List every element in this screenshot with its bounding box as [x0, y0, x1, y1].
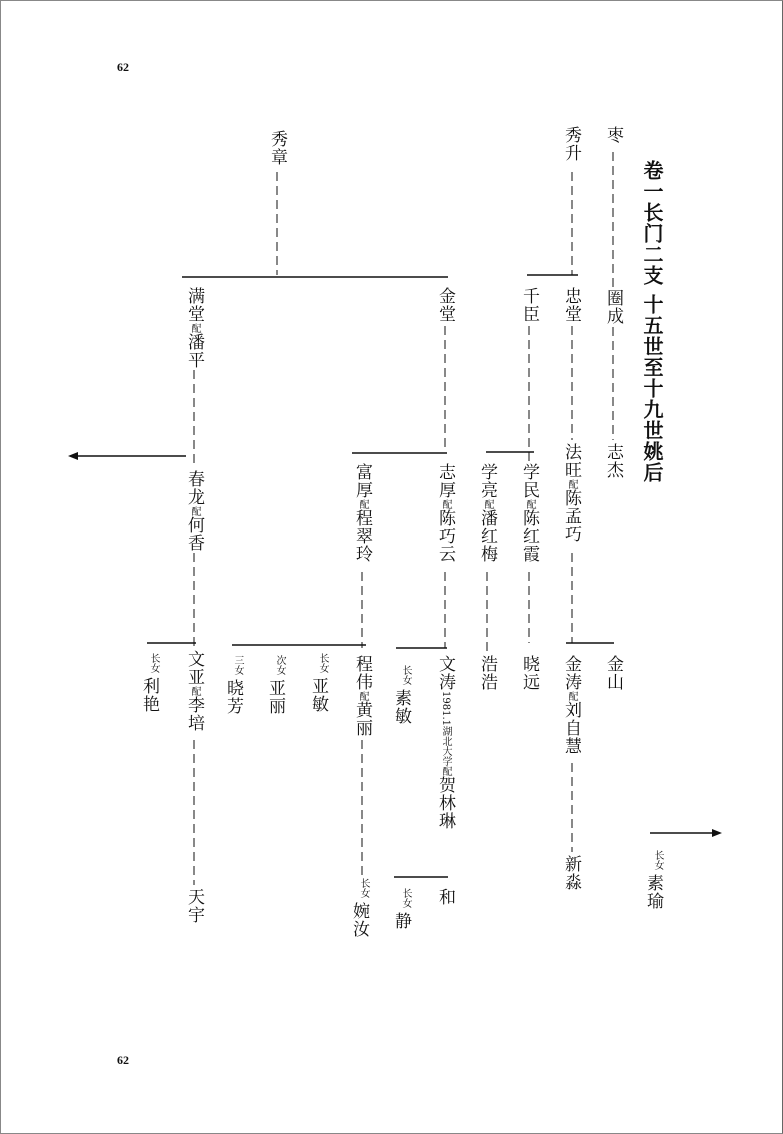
tag-xiaofang: 三女	[232, 655, 243, 675]
page-title: 卷一长门二支 十五世至十九世姚后	[640, 160, 664, 483]
name-jing: 静	[391, 912, 411, 930]
name-zhihou: 志厚配陈巧云	[435, 463, 455, 563]
tag-yali: 次女	[274, 655, 285, 675]
name-xuemin: 学民配陈红霞	[519, 463, 539, 563]
name-yali: 亚丽	[265, 679, 285, 715]
name-xueliang: 学亮配潘红梅	[477, 463, 497, 563]
name-fuhou: 富厚配程翠玲	[352, 463, 372, 563]
name-tianyu: 天宇	[184, 888, 204, 924]
name-qianchen: 千臣	[519, 287, 539, 323]
tag-suyu: 长女	[652, 850, 663, 870]
name-jintang: 金堂	[435, 287, 455, 323]
name-wentao: 文涛1981.1湖北大学配贺林琳	[435, 655, 455, 830]
name-wenya: 文亚配李培	[184, 650, 204, 732]
name-xiaofang: 晓芳	[223, 679, 243, 715]
name-xiuzhang: 秀章	[267, 130, 287, 166]
tag-yamin: 长女	[317, 653, 328, 673]
name-xiaoyuan: 晓远	[519, 655, 539, 691]
tag-jing: 长女	[400, 888, 411, 908]
name-zao: 枣	[603, 126, 623, 144]
name-xinmiao: 新淼	[561, 855, 581, 891]
name-zhongtang: 忠堂	[561, 287, 581, 323]
name-he: 和	[435, 888, 455, 906]
name-suyu: 素瑜	[643, 874, 663, 910]
name-fawang: 法旺配陈孟巧	[561, 443, 581, 543]
tag-liyan: 长女	[148, 653, 159, 673]
name-liyan: 利艳	[139, 677, 159, 713]
name-jintao: 金涛配刘自慧	[561, 655, 581, 755]
name-jinshan: 金山	[603, 655, 623, 691]
tag-wanru: 长女	[358, 878, 369, 898]
name-sumin: 素敏	[391, 689, 411, 725]
name-zhijie: 志杰	[603, 443, 623, 479]
name-quancheng: 圈成	[603, 289, 623, 325]
name-xiusheng: 秀升	[561, 126, 581, 162]
name-mantang: 满堂配潘平	[184, 287, 204, 369]
name-chengwei: 程伟配黄丽	[352, 655, 372, 737]
name-chunlong: 春龙配何香	[184, 470, 204, 552]
page-number-bottom: 62	[117, 1053, 129, 1067]
tag-sumin: 长女	[400, 665, 411, 685]
page-number-top: 62	[117, 60, 129, 74]
name-haohao: 浩浩	[477, 655, 497, 691]
name-yamin: 亚敏	[308, 677, 328, 713]
name-wanru: 婉汝	[349, 902, 369, 938]
